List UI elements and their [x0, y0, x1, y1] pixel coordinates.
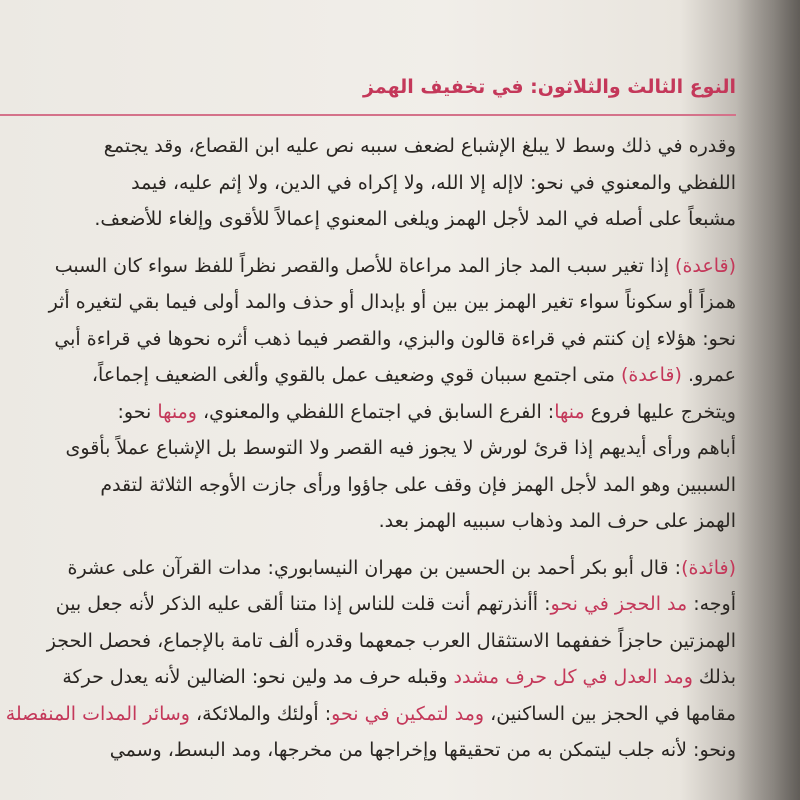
text-line	[0, 586, 736, 623]
highlighted-term: ومد لتمكين في نحو	[331, 702, 485, 725]
text-segment: : قال أبو بكر أحمد بن الحسين بن مهران النيسابوري: مدات القرآن على عشرة	[67, 556, 682, 579]
text-segment: : أولئك والملائكة،	[189, 702, 332, 725]
text-line	[0, 128, 736, 165]
text-segment: إذا تغير سبب المد جاز المد مراعاة للأصل والقصر نظراً للفظ سواء كان السبب	[54, 254, 676, 277]
highlighted-term: (قاعدة)	[675, 254, 736, 277]
text-segment: وقبله حرف مد ولين نحو: الضالين لأنه يعدل حركة	[62, 666, 454, 688]
highlighted-term: مد الحجز في نحو	[550, 593, 688, 615]
highlighted-term: ومد العدل في كل حرف مشدد	[453, 666, 693, 688]
text-line	[0, 467, 736, 504]
text-line	[0, 284, 736, 321]
text-segment: بذلك	[692, 666, 736, 688]
text-segment: وقدره في ذلك وسط لا يبلغ الإشباع لضعف سببه نص عليه ابن القصاع، وقد يجتمع	[103, 135, 736, 157]
text-segment: عمرو.	[681, 364, 736, 386]
highlighted-term: منها	[554, 400, 585, 423]
text-line	[0, 623, 736, 660]
text-line	[0, 659, 736, 696]
highlighted-term: (فائدة)	[681, 556, 736, 579]
text-line	[0, 357, 736, 394]
text-segment: : أأنذرتهم أنت قلت للناس إذا متنا ألقى عليه الذكر لأنه جعل بين	[55, 593, 551, 615]
text-segment: الهمز على حرف المد وذهاب سببيه الهمز بعد.	[378, 510, 736, 532]
text-segment: مشبعاً على أصله في المد لأجل الهمز ويلغى المعنوي إعمالاً للأقوى وإلغاء للأضعف.	[94, 208, 736, 230]
page-binding-shadow	[736, 0, 800, 800]
text-line	[0, 394, 736, 431]
text-line	[0, 201, 736, 238]
text-line	[0, 321, 736, 358]
header-chapter-number: النوع الثالث والثلاثون	[537, 76, 736, 98]
text-segment: نحو: هؤلاء إن كنتم في قراءة قالون والبزي، والقصر فيما ذهب أثره نحوها في قراءة أبي	[54, 327, 736, 350]
text-line	[0, 165, 736, 202]
text-line	[0, 430, 736, 467]
highlighted-term: ومنها	[157, 400, 197, 423]
text-segment: أباهم ورأى أيديهم إذا قرئ لورش لا يجوز فيه القصر ولا التوسط بل الإشباع عملاً بأقوى	[65, 437, 736, 459]
text-segment: اللفظي والمعنوي في نحو: لاإله إلا الله، ولا إكراه في الدين، ولا إثم عليه، فيمد	[131, 171, 736, 194]
header-separator: :	[523, 76, 538, 98]
text-segment: : الفرع السابق في اجتماع اللفظي والمعنوي،	[196, 400, 555, 423]
text-line	[0, 550, 736, 587]
text-line	[0, 696, 736, 733]
text-segment: أوجه:	[687, 593, 736, 615]
text-line	[0, 248, 736, 285]
chapter-header	[363, 76, 736, 98]
text-segment: همزاً أو سكوناً سواء تغير الهمز بين بين أو بإبدال أو حذف والمد أولى فيما بقي لتغيره أثر	[48, 291, 736, 313]
text-segment: ويتخرج عليها فروع	[584, 400, 736, 423]
text-segment: ونحو: لأنه جلب ليتمكن به من تحقيقها وإخراجها من مخرجها، ومد البسط، وسمي	[109, 739, 736, 761]
text-line	[0, 503, 736, 540]
highlighted-term: وسائر المدات المنفصلة	[5, 702, 190, 725]
text-segment: الهمزتين حاجزاً خففهما الاستثقال العرب جمعهما وقدره ألف تامة بالإجماع، فحصل الحجز	[46, 629, 736, 652]
highlighted-term: (قاعدة)	[620, 364, 682, 386]
text-segment: متى اجتمع سببان قوي وضعيف عمل بالقوي وألغى الضعيف إجماعاً،	[91, 364, 621, 386]
header-chapter-title: في تخفيف الهمز	[363, 76, 524, 98]
text-segment: مقامها في الحجز بين الساكنين،	[484, 702, 736, 725]
text-line	[0, 732, 736, 769]
header-divider	[0, 114, 736, 116]
text-segment: السببين وهو المد لأجل الهمز فإن وقف على جاؤوا ورأى جازت الأوجه الثلاثة لتقدم	[100, 473, 736, 496]
text-segment: نحو:	[117, 400, 158, 423]
page-body	[0, 128, 736, 769]
